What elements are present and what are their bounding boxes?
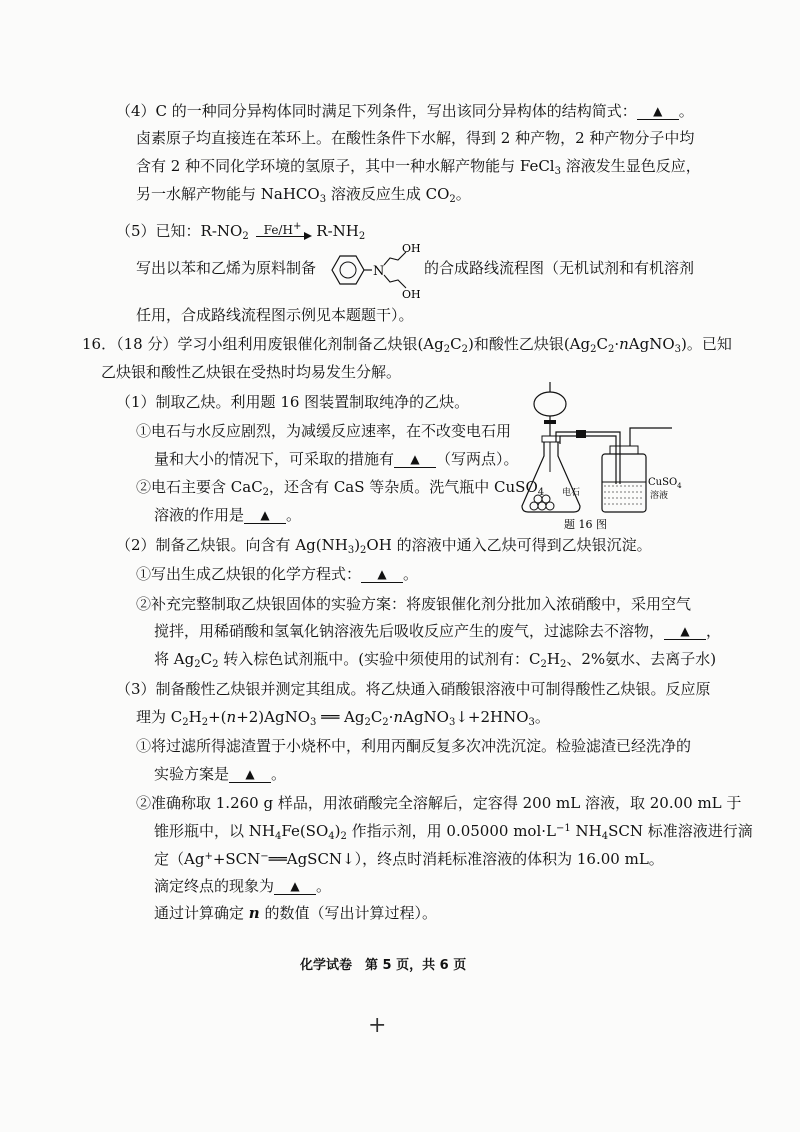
q16-part3-item2-line4: 滴定终点的现象为 ▲ 。: [154, 877, 332, 895]
answer-blank[interactable]: ▲: [244, 508, 286, 524]
q15-part5-line2b: 的合成路线流程图（无机试剂和有机溶剂: [424, 259, 695, 277]
q15-part5-line1: （5）已知：$R-NO_2$ Fe/H+ $R-NH_2$: [116, 221, 366, 242]
q16-part1-item2-line2: 溶液的作用是 ▲ 。: [154, 506, 302, 524]
label-calcium-carbide: 电石: [562, 488, 581, 498]
hydroxyl-bottom: OH: [402, 288, 421, 301]
q16-part3-item2-line3: 定（Ag++SCN−══AgSCN↓），终点时消耗标准溶液的体积为 16.00 mL。: [154, 850, 664, 868]
answer-blank[interactable]: ▲: [361, 567, 403, 583]
label-solution: 溶液: [650, 491, 669, 501]
q16-part3-item2-line5: 通过计算确定 n 的数值（写出计算过程）。: [154, 904, 437, 922]
answer-blank[interactable]: ▲: [664, 624, 706, 640]
q16-part1-item1-line2: 量和大小的情况下，可采取的措施有 ▲ （写两点）。: [154, 450, 519, 468]
q15-part5-line3: 任用，合成路线流程图示例见本题题干）。: [136, 306, 414, 324]
nitrogen-atom: N: [373, 264, 385, 279]
q16-part1-title: （1）制取乙炔。利用题 16 图装置制取纯净的乙炔。: [116, 393, 470, 411]
q16-part3-line2: 理为 $C_2H_2+(n+2)AgNO_3$ ══ $Ag_2C_2\cdot nAgNO_3↓+2HNO_3$。: [136, 708, 550, 728]
figure-caption: 题 16 图: [564, 518, 607, 530]
q16-part2-item2-line1: ②补充完整制取乙炔银固体的实验方案：将废银催化剂分批加入浓硝酸中，采用空气: [136, 595, 692, 613]
q16-part1-item1-line1: ①电石与水反应剧烈，为减缓反应速率，在不改变电石用: [136, 422, 512, 440]
q15-part4-line3: 含有 2 种不同化学环境的氢原子，其中一种水解产物能与 FeCl$_3$ 溶液发生显色反应，: [136, 157, 701, 177]
label-cuso4: CuSO$_4$: [648, 477, 682, 490]
answer-blank[interactable]: ▲: [229, 767, 271, 783]
page-footer: 化学试卷 第 5 页，共 6 页: [300, 958, 467, 973]
q16-part3-item1-line1: ①将过滤所得滤渣置于小烧杯中，利用丙酮反复多次冲洗沉淀。检验滤渣已经洗净的: [136, 737, 692, 755]
q16-heading-line2: 乙炔银和酸性乙炔银在受热时均易发生分解。: [101, 363, 402, 381]
target-molecule-structure: [318, 238, 422, 302]
q16-heading-line1: 16．（18 分）学习小组利用废银催化剂制备乙炔银$(Ag_2C_2)$和酸性乙炔银$(Ag_2C_2\cdot nAgNO_3)$。已知: [82, 335, 732, 355]
q15-part4-line1: （4）C 的一种同分异构体同时满足下列条件，写出该同分异构体的结构简式： ▲ 。: [116, 102, 694, 120]
answer-blank[interactable]: ▲: [394, 452, 436, 468]
q16-part2-item2-line2: 搅拌，用稀硝酸和氢氧化钠溶液先后吸收反应产生的废气，过滤除去不溶物， ▲ ，: [154, 622, 722, 640]
apparatus-figure: [512, 382, 692, 530]
binding-mark: +: [368, 1013, 387, 1038]
hydroxyl-top: OH: [402, 242, 421, 255]
q16-part3-line1: （3）制备酸性乙炔银并测定其组成。将乙炔通入硝酸银溶液中可制得酸性乙炔银。反应原: [116, 680, 711, 698]
q15-part5-line2: 写出以苯和乙烯为原料制备: [136, 259, 317, 277]
q16-part3-item1-line2: 实验方案是 ▲ 。: [154, 765, 287, 783]
q16-part2-item1: ①写出生成乙炔银的化学方程式： ▲ 。: [136, 565, 419, 583]
answer-blank[interactable]: ▲: [274, 879, 316, 895]
q16-part2-title: （2）制备乙炔银。向含有 $Ag(NH_3)_2OH$ 的溶液中通入乙炔可得到乙炔银沉淀。: [116, 536, 652, 556]
q16-part3-item2-line2: 锥形瓶中，以 $NH_4Fe(SO_4)_2$ 作指示剂，用 0.05000 $mol\cdot L^{-1}$ $NH_4SCN$ 标准溶液进行滴: [154, 822, 753, 842]
reaction-arrow: Fe/H+: [254, 220, 312, 240]
q15-part4-line4: 另一水解产物能与 NaHCO$_3$ 溶液反应生成 $CO_2$。: [136, 185, 471, 205]
q15-part4-line2: 卤素原子均直接连在苯环上。在酸性条件下水解，得到 2 种产物，2 种产物分子中均: [136, 129, 695, 147]
answer-blank[interactable]: ▲: [637, 104, 679, 120]
q16-part2-item2-line3: 将 $Ag_2C_2$ 转入棕色试剂瓶中。(实验中须使用的试剂有：$C_2H_2$、2%氨水、去离子水): [154, 650, 717, 670]
q16-part1-item2-line1: ②电石主要含 CaC$_2$，还含有 CaS 等杂质。洗气瓶中 CuSO$_4$: [136, 478, 545, 498]
q16-part3-item2-line1: ②准确称取 1.260 g 样品，用浓硝酸完全溶解后，定容得 200 mL 溶液，取 20.00 mL 于: [136, 794, 742, 812]
